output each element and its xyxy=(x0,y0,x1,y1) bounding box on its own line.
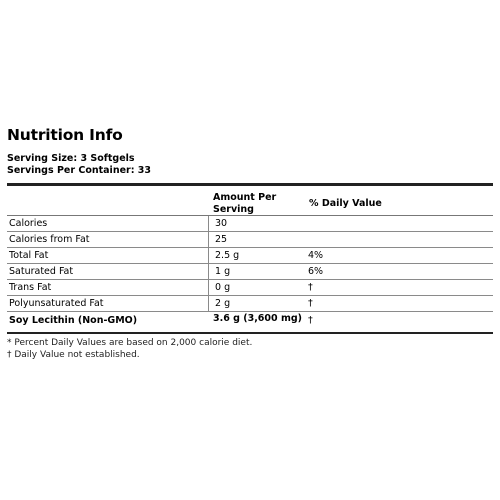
nutrient-name: Trans Fat xyxy=(9,282,52,293)
table-row xyxy=(7,232,493,248)
nutrient-amount: 2.5 g xyxy=(208,248,239,263)
ingredient-name: Soy Lecithin (Non-GMO) xyxy=(9,315,138,326)
table-row xyxy=(7,280,493,296)
nutrient-name: Calories xyxy=(9,218,48,229)
page-title: Nutrition Info xyxy=(7,126,123,144)
serving-size: Serving Size: 3 Softgels xyxy=(7,153,135,164)
nutrient-daily-value: † xyxy=(308,298,313,309)
amount-per-serving-header: Amount Per Serving xyxy=(213,192,277,215)
nutrient-name: Saturated Fat xyxy=(9,266,74,277)
nutrient-name: Calories from Fat xyxy=(9,234,90,245)
bottom-divider xyxy=(7,332,493,334)
table-row xyxy=(7,216,493,232)
percent-footnote: * Percent Daily Values are based on 2,000 calorie diet. xyxy=(7,338,253,348)
nutrient-amount: 30 xyxy=(208,216,227,231)
nutrient-name: Polyunsaturated Fat xyxy=(9,298,104,309)
nutrient-daily-value: † xyxy=(308,282,313,293)
ingredient-amount: 3.6 g (3,600 mg) xyxy=(213,313,302,324)
nutrient-daily-value: 6% xyxy=(308,266,324,277)
ingredient-daily-value: † xyxy=(308,315,313,326)
table-header xyxy=(7,186,493,216)
dagger-footnote: † Daily Value not established. xyxy=(7,349,140,360)
nutrient-amount: 1 g xyxy=(208,264,230,279)
table-row xyxy=(7,264,493,280)
servings-per-container: Servings Per Container: 33 xyxy=(7,165,152,176)
nutrient-daily-value xyxy=(302,232,308,247)
nutrition-info-panel xyxy=(7,126,493,361)
nutrient-daily-value xyxy=(302,216,308,231)
footnotes xyxy=(7,338,493,361)
table-row xyxy=(7,248,493,264)
soy-lecithin-row xyxy=(7,312,493,330)
nutrient-amount: 25 xyxy=(208,232,227,247)
daily-value-header: % Daily Value xyxy=(309,198,382,209)
nutrient-daily-value: 4% xyxy=(308,250,324,261)
nutrient-name: Total Fat xyxy=(9,250,49,261)
nutrient-amount: 2 g xyxy=(208,296,230,311)
nutrient-amount: 0 g xyxy=(208,280,230,295)
